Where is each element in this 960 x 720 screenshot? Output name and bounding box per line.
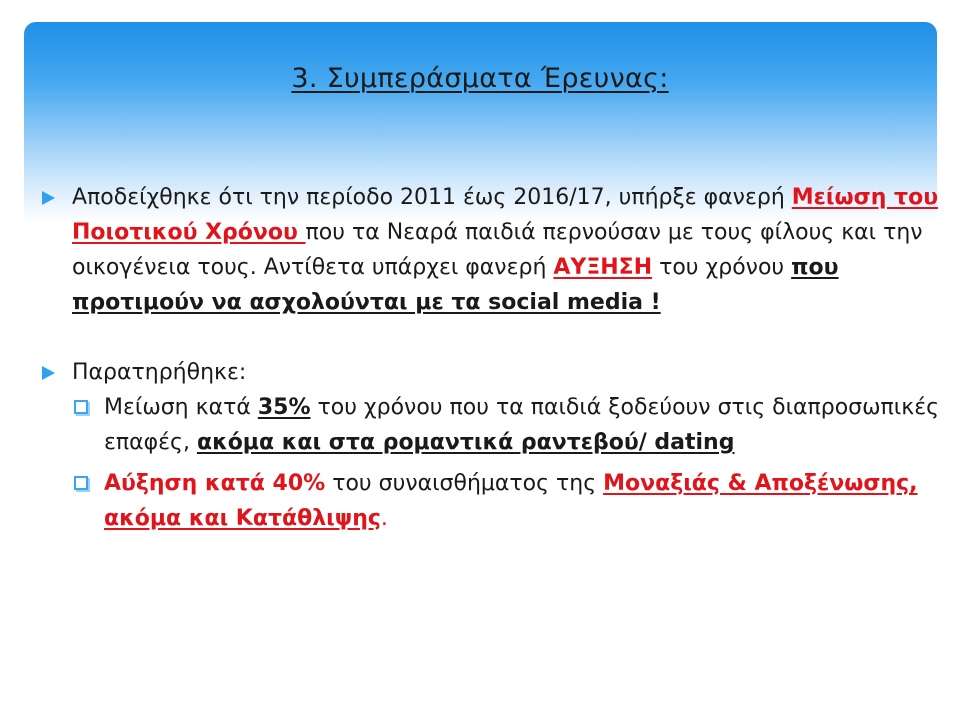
highlight-social-media: που προτιμούν να ασχολούνται με τα social media ! xyxy=(72,255,839,315)
bullet-label: Παρατηρήθηκε: xyxy=(72,360,247,385)
subbullet-reduction xyxy=(42,390,942,460)
arrow-bullet-icon xyxy=(42,191,55,205)
highlight-reduction: Μείωση του Ποιοτικού Χρόνου xyxy=(72,185,939,245)
highlight-percentage: 35% xyxy=(257,395,311,420)
highlight-increase: ΑΥΞΗΣΗ xyxy=(553,255,653,280)
highlight-loneliness: Μοναξιάς & Αποξένωσης, ακόμα και Κατάθλιψης xyxy=(104,471,918,531)
slide-content xyxy=(42,180,942,536)
subbullet-period: . xyxy=(380,506,388,531)
highlight-increase-40: Αύξηση κατά 40% xyxy=(104,471,326,496)
checkbox-bullet-icon xyxy=(74,476,88,490)
bullet-conclusion xyxy=(42,180,942,320)
checkbox-bullet-icon xyxy=(74,400,88,414)
bullet-observed xyxy=(42,355,942,390)
subbullet-text: του συναισθήματος της xyxy=(325,471,604,496)
arrow-bullet-icon xyxy=(42,366,55,380)
subbullet-increase xyxy=(42,466,942,536)
subbullet-text: Μείωση κατά xyxy=(104,395,258,420)
slide-title: 3. Συμπεράσματα Έρευνας: xyxy=(291,63,669,94)
bullet-text: που τα Νεαρά παιδιά περνούσαν με τους φίλους και την οικογένεια τους. Αντίθετα υπάρχει φανερή xyxy=(72,220,923,280)
subbullet-text: του χρόνου που τα παιδιά ξοδεύουν στις διαπροσωπικές επαφές, xyxy=(104,395,940,455)
bullet-text: Αποδείχθηκε ότι την περίοδο 2011 έως 2016/17, υπήρξε φανερή xyxy=(72,185,792,210)
bullet-text: του χρόνου xyxy=(652,255,792,280)
highlight-dating: ακόμα και στα ρομαντικά ραντεβού/ dating xyxy=(196,430,735,455)
